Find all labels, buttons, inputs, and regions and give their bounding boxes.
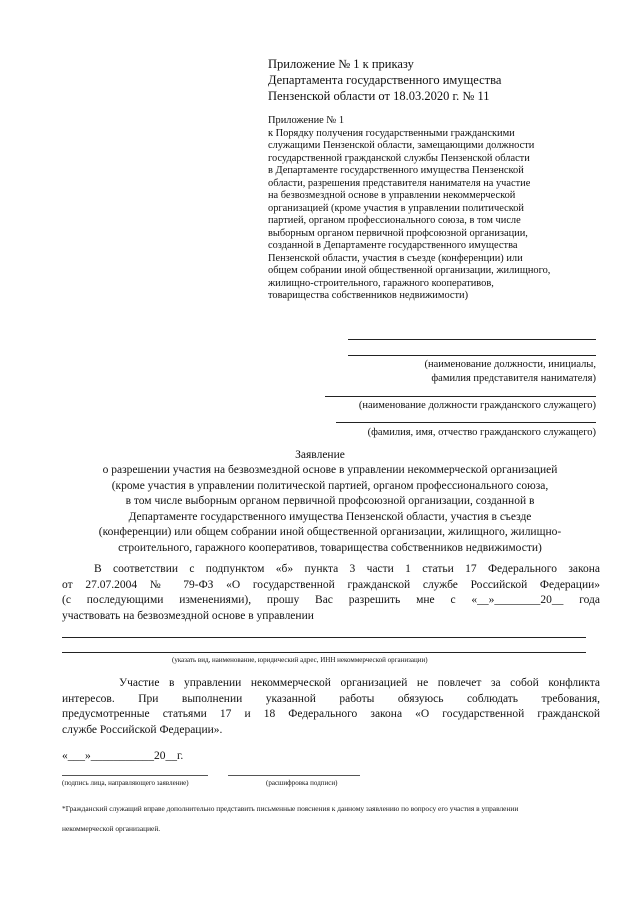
organization-line-1[interactable] [62,637,586,638]
employer-name-line-2[interactable] [348,355,596,356]
order-appendix-line: Пензенской области от 18.03.2020 г. № 11 [268,89,490,103]
employer-name-line-1[interactable] [348,339,596,340]
signature-decoding-line[interactable] [228,775,360,776]
subject-line: (кроме участия в управлении политической партией, органом профессионального союза, [111,479,549,492]
procedure-appendix-line: служащими Пензенской области, замещающими должности [268,140,535,151]
footnote [62,799,602,839]
conflict-line: интересов. При выполнении указанной работы обязуюсь соблюдать требования, [62,692,600,705]
procedure-appendix-line: на безвозмездной основе в управлении некоммерческой [268,190,516,201]
subject-line: (конференции) или общем собрании иной общественной организации, жилищного, жилищно- [98,526,562,539]
conflict-line: службе Российской Федерации». [62,723,223,736]
procedure-appendix-line: партией, органом профессионального союза, в том числе [268,215,521,226]
signature-caption: (подпись лица, направляющего заявление) [62,779,189,787]
subject-line: в том числе выборным органом первичной профсоюзной организации, созданной в [125,495,535,508]
conflict-paragraph [62,676,600,738]
procedure-appendix-line: Пензенской области, участия в съезде (конференции) или [268,252,523,264]
procedure-appendix-line: организацией (кроме участия в управлении политической [268,202,524,214]
procedure-appendix-line: Приложение № 1 [268,115,345,126]
statement-title: Заявление [295,449,345,461]
employee-position-line[interactable] [325,396,596,397]
conflict-line: предусмотренные статьями 17 и 18 Федерального закона «О государственной гражданской [62,708,600,720]
procedure-appendix-header [268,115,598,303]
procedure-appendix-line: к Порядку получения государственными гражданскими [268,127,515,139]
procedure-appendix-line: государственной гражданской службы Пензенской области [268,152,530,164]
organization-line-2[interactable] [62,652,586,653]
request-line: участвовать на безвозмездной основе в управлении [62,609,314,622]
signature-line[interactable] [62,775,208,776]
procedure-appendix-line: области, разрешения представителя нанимателя на участие [268,177,531,189]
procedure-appendix-line: созданной в Департаменте государственного имущества [268,240,518,251]
organization-caption: (указать вид, наименование, юридический адрес, ИНН некоммерческой организации) [172,656,428,664]
order-appendix-header [268,56,598,104]
request-paragraph [62,562,600,624]
procedure-appendix-line: выборным органом первичной профсоюзной организации, [268,227,528,239]
procedure-appendix-line: общем собрании иной общественной организации, жилищного, [268,265,551,276]
statement-subject [60,463,600,557]
employee-name-line[interactable] [336,422,596,423]
request-line: (с последующими изменениями), прошу Вас разрешить мне с «__»________20__ года [62,594,600,606]
date-field[interactable]: «___»___________20__г. [62,750,184,762]
request-line: В соответствии с подпунктом «б» пункта 3 части 1 статьи 17 Федерального закона [94,563,600,575]
request-line: от 27.07.2004 № 79-ФЗ «О государственной гражданской службе Российской Федерации» [62,578,600,591]
procedure-appendix-line: жилищно-строительного, гаражного кооперативов, [268,277,494,289]
footnote-line: некоммерческой организацией. [62,824,161,833]
signature-decoding-caption: (расшифровка подписи) [266,779,338,787]
subject-line: Департаменте государственного имущества Пензенской области, участия в съезде [128,510,532,523]
subject-line: строительного, гаражного кооперативов, товарищества собственников недвижимости) [118,541,542,554]
footnote-line: *Гражданский служащий вправе дополнительно представить письменные пояснения к данному заявлению по вопросу его участия в управлении [62,804,519,813]
procedure-appendix-line: товарищества собственников недвижимости) [268,290,469,301]
order-appendix-line: Департамента государственного имущества [268,73,502,87]
employee-position-caption: (наименование должности гражданского служащего) [358,400,596,411]
employer-caption: (наименование должности, инициалы, [424,359,596,370]
conflict-line: Участие в управлении некоммерческой организацией не повлечет за собой конфликта [119,677,600,689]
order-appendix-line: Приложение № 1 к приказу [268,57,414,71]
procedure-appendix-line: в Департаменте государственного имущества Пензенской [268,165,524,176]
employee-name-caption: (фамилия, имя, отчество гражданского служащего) [367,427,596,438]
subject-line: о разрешении участия на безвозмездной основе в управлении некоммерческой организацией [102,464,558,476]
employer-caption: фамилия представителя нанимателя) [431,373,596,384]
